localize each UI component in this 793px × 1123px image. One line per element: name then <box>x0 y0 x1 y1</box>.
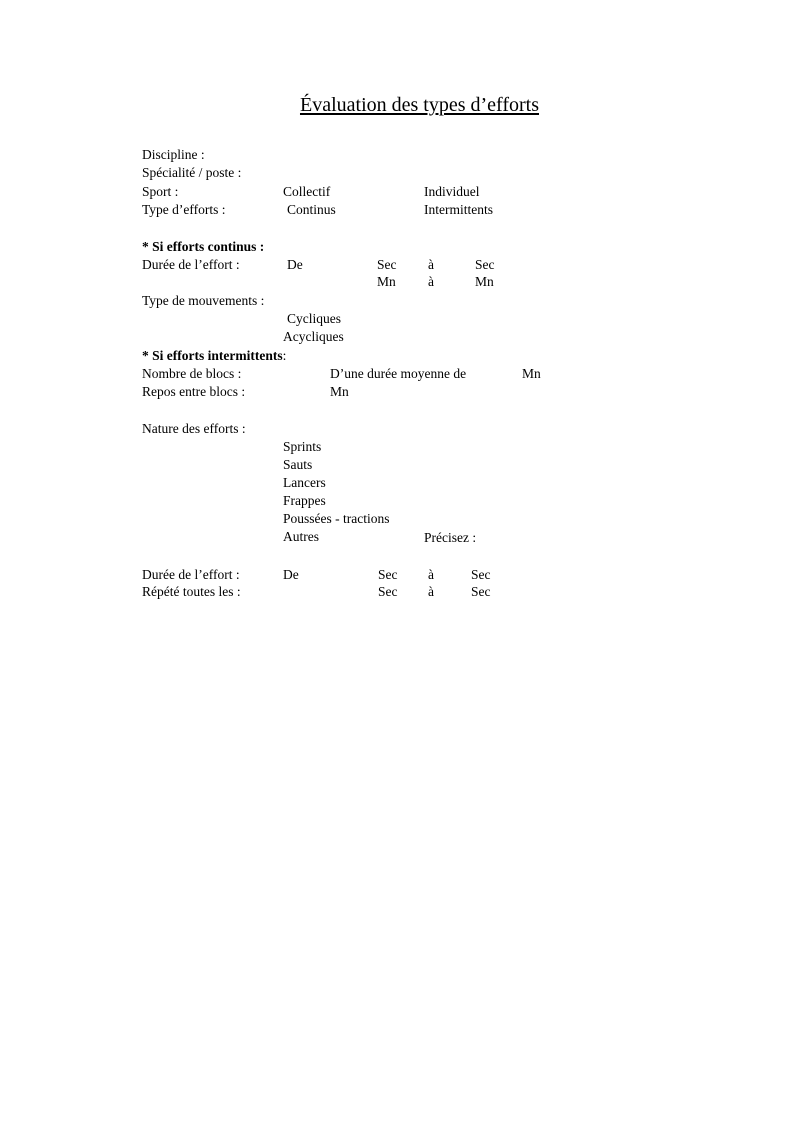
repos-mn-unit: Mn <box>330 384 349 399</box>
bottom-a: à <box>428 567 434 582</box>
page-title <box>0 94 793 117</box>
sport-individuel-option: Individuel <box>424 184 480 199</box>
bottom-sec-from: Sec <box>378 567 398 582</box>
mouvements-cycliques: Cycliques <box>287 311 341 326</box>
page-title-text: Évaluation des types d’efforts <box>299 94 539 116</box>
type-intermittents-option: Intermittents <box>424 202 493 217</box>
nature-item: Sauts <box>283 457 313 472</box>
continus-sec-from: Sec <box>377 257 397 272</box>
intermittents-heading-bold: * Si efforts intermittents <box>142 348 283 363</box>
repos-label: Repos entre blocs : <box>142 384 246 399</box>
type-efforts-label: Type d’efforts : <box>142 202 226 217</box>
repete-sec-from: Sec <box>378 584 398 599</box>
precisez-label: Précisez : <box>424 530 477 545</box>
sport-collectif-option: Collectif <box>283 184 331 199</box>
duree-moyenne-label: D’une durée moyenne de <box>330 366 467 381</box>
continus-de: De <box>287 257 303 272</box>
mouvements-label: Type de mouvements : <box>142 293 265 308</box>
repete-sec-to: Sec <box>471 584 491 599</box>
nature-item: Lancers <box>283 475 326 490</box>
repete-a: à <box>428 584 434 599</box>
mouvements-acycliques: Acycliques <box>283 329 344 344</box>
nature-label: Nature des efforts : <box>142 421 246 436</box>
sport-label: Sport : <box>142 184 179 199</box>
nature-item: Autres <box>283 529 319 544</box>
continus-mn-from: Mn <box>377 274 396 289</box>
intermittents-heading-colon: : <box>282 348 287 363</box>
blocs-mn-unit: Mn <box>522 366 541 381</box>
nature-item: Poussées - tractions <box>283 511 390 526</box>
continus-a-mn: à <box>428 274 434 289</box>
repete-label: Répété toutes les : <box>142 584 241 599</box>
type-continus-option: Continus <box>287 202 336 217</box>
continus-duree-label: Durée de l’effort : <box>142 257 240 272</box>
bottom-sec-to: Sec <box>471 567 491 582</box>
bottom-de: De <box>283 567 299 582</box>
discipline-label: Discipline : <box>142 147 205 162</box>
continus-mn-to: Mn <box>475 274 494 289</box>
blocs-label: Nombre de blocs : <box>142 366 242 381</box>
bottom-duree-label: Durée de l’effort : <box>142 567 240 582</box>
intermittents-heading <box>142 348 286 364</box>
nature-item: Frappes <box>283 493 326 508</box>
continus-heading: * Si efforts continus : <box>142 239 265 254</box>
nature-item: Sprints <box>283 439 322 454</box>
specialite-label: Spécialité / poste : <box>142 165 242 180</box>
continus-sec-to: Sec <box>475 257 495 272</box>
continus-a-sec: à <box>428 257 434 272</box>
